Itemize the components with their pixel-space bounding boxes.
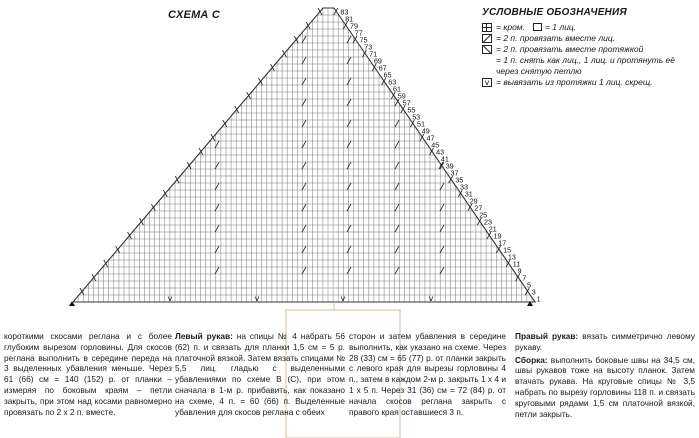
text-column-3 [349,331,506,417]
edge-stitch-icon [482,23,492,32]
legend-row-k2tog [482,33,694,44]
row-number-label: 19 [493,231,502,241]
row-number-label: 25 [479,210,488,220]
legend-row-edge [482,22,694,33]
legend-row-k2tog-tbl [482,44,694,55]
legend-text-m1: = вывязать из протяжки 1 лиц. скрещ. [496,77,653,87]
row-number-label: 67 [378,63,387,73]
right-sleeve-heading: Правый рукав: [515,331,579,341]
row-number-label: 51 [417,119,425,129]
row-number-label: 61 [393,84,401,94]
legend-text-k2tog: = 2 п. провязать вместе лиц. [496,33,616,43]
row-number-label: 27 [474,203,483,213]
row-number-label: 5 [527,280,531,290]
make-one-icon: v [340,294,346,303]
make-one-icon: v [167,294,173,303]
k2tog-icon [482,34,492,43]
decrease-marks [80,8,529,295]
row-number-label: 55 [407,105,416,115]
paragraph-left-sleeve-cont: сторон и затем убавления в середине выполнить, как указано на схеме. Через 28 (33) см = 65 (77) р. от планки закрыть с левого края для вырезы горловины 4 п., затем в каждом 2-м р. закрыть 1 х 4 и 1 х 5 п. Через 31 (36) см = 72 (84) р. от начала скосов реглана закрыть с правого края оставшиеся 3 п. [349,331,506,417]
row-number-label: 29 [469,196,478,206]
row-number-label: 71 [369,49,378,59]
row-number-label: 7 [522,273,527,283]
paragraph-right-sleeve: Правый рукав: вязать симметрично левому рукаву. [515,331,695,352]
make-one-icon: v [428,294,434,303]
row-number-label: 63 [388,77,397,87]
knit-stitch-icon [533,23,542,31]
left-sleeve-heading: Левый рукав: [175,331,233,341]
make-one-icon: v [254,294,260,303]
row-number-label: 39 [445,161,454,171]
legend [482,7,694,88]
row-number-label: 33 [460,182,468,192]
row-number-label: 21 [488,224,497,234]
row-number-label: 37 [450,168,459,178]
legend-text-edge: = кром. = 1 лиц. [496,22,577,32]
assembly-heading: Сборка: [515,354,548,365]
paragraph-front: короткими скосами реглана и с более глубоким вырезом горловины. Для скосов реглана выполнить в середине переда на 3 выделенных убавления меньше. Через 61 (66) см = 140 (152) р. от планки – измеряя по боковым краям – петли закрыть, при этом над косами равномерно провязать по 2 х 2 п. вместе. [4,331,172,417]
row-number-label: 43 [436,147,445,157]
text-column-4 [515,331,695,421]
row-number-label: 81 [345,14,354,24]
row-number-label: 11 [512,259,521,269]
chart-title: СХЕМА С [168,9,220,21]
row-number-label: 3 [531,287,536,297]
row-number-label: 53 [412,112,421,122]
row-number-label: 1 [536,294,541,304]
row-number-label: 13 [507,252,516,262]
row-number-label: 15 [503,245,512,255]
row-number-label: 31 [464,189,473,199]
row-number-label: 59 [397,91,406,101]
row-number-label: 49 [421,126,430,136]
grid-lines [73,8,535,302]
row-number-label: 45 [431,140,440,150]
make-one-icon: v [482,78,492,87]
row-number-label: 75 [359,35,368,45]
legend-text-skpo: = 1 п. снять как лиц., 1 лиц. и протянуть её через снятую петлю [496,55,676,76]
row-number-label: 79 [350,21,358,31]
row-number-label: 83 [340,7,349,17]
row-number-label: 23 [484,217,492,227]
row-number-label: 17 [498,238,507,248]
row-number-label: 9 [517,266,522,276]
row-number-label: 77 [354,28,363,38]
text-column-2 [175,331,345,417]
row-number-label: 69 [373,56,382,66]
paragraph-left-sleeve: Левый рукав: на спицы № 4 набрать 56 (62) п. и связать для планки 1,5 см = 5 р. платочной вязкой. Затем вязать спицами № 5,5 лиц. гладью с выделенными убавлениями по схеме В (С), при этом сначала в 1-м р. прибавить, как показано на схеме, 4 п. = 60 (66) п. Выделенные убавления для скосов реглана с обеих [175,331,345,417]
row-number-label: 73 [364,42,373,52]
legend-title: УСЛОВНЫЕ ОБОЗНАЧЕНИЯ [482,7,627,18]
legend-row-skpo [482,55,694,77]
row-number-label: 35 [455,175,464,185]
row-number-label: 57 [402,98,411,108]
row-number-label: 65 [383,70,392,80]
paragraph-assembly: Сборка: выполнить боковые швы на 34,5 см, швы рукавов тоже на высоту планок. Затем втачать рукава. На круговые спицы № 3,5 набрать по вырезу горловины 118 п. и связать круговыми рядами 1,5 см платочной вязкой, петли закрыть. [515,354,695,419]
k2tog-tbl-icon [482,45,492,54]
legend-text-k2tog-tbl: = 2 п. провязать вместе протяжкой [496,44,644,54]
text-column-1 [4,331,172,417]
legend-row-m1 [482,77,694,88]
row-number-label: 47 [426,133,435,143]
row-number-label: 41 [440,154,449,164]
